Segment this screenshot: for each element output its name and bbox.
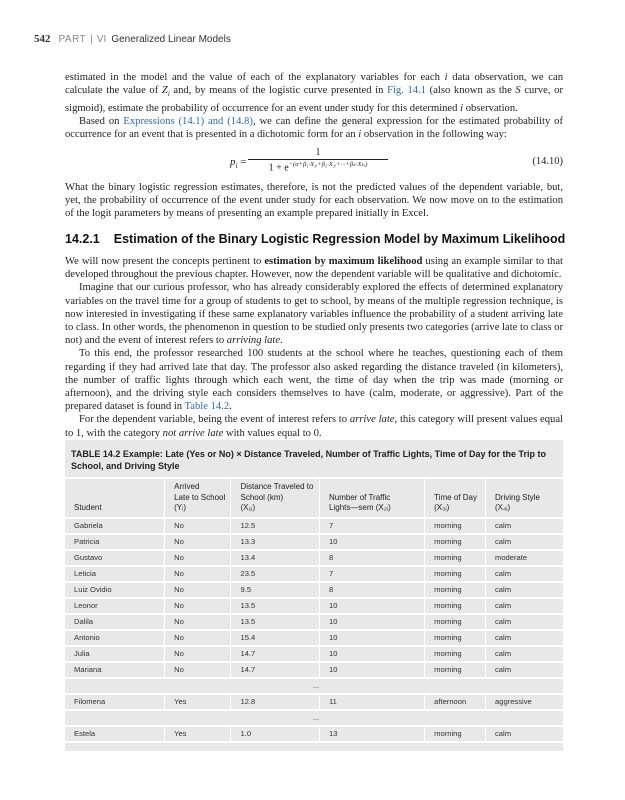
table-row	[65, 614, 563, 630]
table-cell: 8	[320, 550, 425, 566]
table-row	[65, 726, 563, 742]
table-cell: calm	[486, 726, 564, 742]
table-cell: Julia	[65, 646, 165, 662]
column-header: Time of Day (X₃ᵢ)	[425, 479, 486, 518]
table-cell: morning	[425, 598, 486, 614]
table-cell: Leticia	[65, 566, 165, 582]
table-cell: morning	[425, 726, 486, 742]
table-cell: Luiz Ovidio	[65, 582, 165, 598]
table-cell: Leonor	[65, 598, 165, 614]
table-cell: calm	[486, 534, 564, 550]
table-cell: 10	[320, 598, 425, 614]
table-cell: 10	[320, 662, 425, 678]
table-cell: morning	[425, 614, 486, 630]
table-cell: calm	[486, 614, 564, 630]
table-cell: morning	[425, 534, 486, 550]
paragraph: estimated in the model and the value of each of the explanatory variables for each i data observation, we can calculate the value of $Z_i$ and, by means of the logistic curve presented in Fig. 14.1 (also known as the S curve, or sigmoid), estimate the probability of occurrence for an event under study for this determined i observation.	[65, 72, 563, 114]
ellipsis-row: ...	[65, 678, 563, 694]
table-row	[65, 630, 563, 646]
table-cell: 10	[320, 630, 425, 646]
table-cell: aggressive	[486, 694, 564, 710]
table-cell: No	[165, 518, 231, 534]
table-cell: 7	[320, 566, 425, 582]
table-cell: afternoon	[425, 694, 486, 710]
table-cell: 12.8	[231, 694, 320, 710]
table-cell: Patricia	[65, 534, 165, 550]
table-cell: No	[165, 598, 231, 614]
table-cell: Estela	[65, 726, 165, 742]
ellipsis-row: ...	[65, 710, 563, 726]
table-cell: 13.4	[231, 550, 320, 566]
running-header: 542 PART | VI Generalized Linear Models	[34, 33, 231, 45]
fig-link[interactable]: Fig. 14.1	[387, 85, 427, 97]
data-table	[65, 440, 563, 751]
table-cell: moderate	[486, 550, 564, 566]
table-cell: morning	[425, 662, 486, 678]
table-cell: Mariana	[65, 662, 165, 678]
paragraph: For the dependent variable, being the event of interest refers to arrive late, this category will present values equal to 1, with the category not arrive late with values equal to 0.	[65, 414, 563, 439]
table-cell: 13	[320, 726, 425, 742]
table-cell: morning	[425, 646, 486, 662]
table-row	[65, 646, 563, 662]
paragraph: What the binary logistic regression estimates, therefore, is not the predicted values of the dependent variable, but, yet, the probability of occurrence of the event under study for each observation. We now move on to the estimation of the logit parameters by means of presenting an example prepared initially in Excel.	[65, 182, 563, 220]
section-text	[65, 255, 563, 440]
table-cell: morning	[425, 582, 486, 598]
table-cell: No	[165, 550, 231, 566]
table-cell: 23.5	[231, 566, 320, 582]
table-cell: calm	[486, 630, 564, 646]
table-cell: 12.5	[231, 518, 320, 534]
table-cell: Antonio	[65, 630, 165, 646]
chapter-title: Generalized Linear Models	[111, 34, 231, 45]
table-cell: 15.4	[231, 630, 320, 646]
table-cell: 13.5	[231, 614, 320, 630]
table-cell: Yes	[165, 694, 231, 710]
paragraph: To this end, the professor researched 100 students at the school where he teaches, questioning each of them regarding if they had arrived late that day. The professor also asked regarding the distance traveled (in kilometers), the number of traffic lights through which each went, the time of day when the trip was made (morning or afternoon), and the driving style each considers themselves to have (calm, moderate, or aggressive). Part of the prepared dataset is found in Table 14.2.	[65, 348, 563, 413]
paragraph: We will now present the concepts pertinent to estimation by maximum likelihood using an example similar to that developed throughout the previous chapter. However, now the dependent variable will be qualitative and dichotomic.	[65, 256, 563, 281]
table-row	[65, 662, 563, 678]
table-cell: No	[165, 582, 231, 598]
table-cell: calm	[486, 566, 564, 582]
table-cell: calm	[486, 582, 564, 598]
table-cell: morning	[425, 566, 486, 582]
table-link[interactable]: Table 14.2	[184, 401, 230, 413]
intro-text	[65, 71, 563, 141]
table-row	[65, 582, 563, 598]
table-cell: morning	[425, 550, 486, 566]
column-header: Distance Traveled to School (km) (X₁ᵢ)	[231, 479, 320, 518]
column-header: Student	[65, 479, 165, 518]
table-cell: 10	[320, 534, 425, 550]
table-row	[65, 566, 563, 582]
table-row	[65, 694, 563, 710]
table-cell: calm	[486, 598, 564, 614]
table-cell: 9.5	[231, 582, 320, 598]
table-cell: 14.7	[231, 646, 320, 662]
paragraph: Based on Expressions (14.1) and (14.8), we can define the general expression for the estimated probability of occurrence for an event that is presented in a dichotomic form for an i observation in the following way:	[65, 115, 564, 140]
table-cell: Gabriela	[65, 518, 165, 534]
table-cell: calm	[486, 518, 564, 534]
table-cell: calm	[486, 662, 564, 678]
column-header: Number of Traffic Lights—sem (X₂ᵢ)	[320, 479, 425, 518]
column-header: Driving Style (X₄ᵢ)	[486, 479, 564, 518]
page-number: 542	[34, 33, 51, 45]
table-cell: calm	[486, 646, 564, 662]
table-cell: Yes	[165, 726, 231, 742]
table-cell: morning	[425, 630, 486, 646]
table-cell: No	[165, 630, 231, 646]
table-row	[65, 518, 563, 534]
equation-14-10: $p_i$ = 1 $1 + e^{-(\alpha+\beta_1\cdot X_1ᵢ+\beta_2\cdot X_2ᵢ+\cdot\cdot\cdot+\beta_k\cdot X_kᵢ)}$ (14.10)	[230, 147, 563, 174]
table-cell: morning	[425, 518, 486, 534]
equation-number: (14.10)	[532, 156, 563, 167]
column-header: Arrived Late to School (Yᵢ)	[165, 479, 231, 518]
table-cell: 13.5	[231, 598, 320, 614]
table-row	[65, 550, 563, 566]
table-cell: 10	[320, 646, 425, 662]
table-title: TABLE 14.2 Example: Late (Yes or No) × Distance Traveled, Number of Traffic Lights, Time of Day for the Trip to School, and Driving Style	[65, 440, 563, 479]
table-cell: Gustavo	[65, 550, 165, 566]
part-number: VI	[96, 34, 107, 45]
table-cell: No	[165, 534, 231, 550]
table-cell: 1.0	[231, 726, 320, 742]
table-row	[65, 598, 563, 614]
paragraph: Imagine that our curious professor, who has already considerably explored the effects of determined explanatory variables on the travel time for a group of students to get to school, by means of the multiple regression technique, is now interested in investigating if these same explanatory variables influence the probability of a student arriving late to class. In other words, the phenomenon in question to be studied only presents two categories (arrive late to class or not) and the event of interest refers to arriving late.	[65, 282, 563, 347]
section-heading: 14.2.1 Estimation of the Binary Logistic Regression Model by Maximum Likelihood	[65, 232, 566, 246]
table-cell: 14.7	[231, 662, 320, 678]
table-cell: No	[165, 662, 231, 678]
table-cell: No	[165, 614, 231, 630]
table-row	[65, 534, 563, 550]
part-label: PART	[58, 34, 87, 45]
table-cell: 8	[320, 582, 425, 598]
table-cell: Dalila	[65, 614, 165, 630]
table-cell: 11	[320, 694, 425, 710]
table-cell: No	[165, 566, 231, 582]
table-cell: 7	[320, 518, 425, 534]
expressions-link[interactable]: Expressions (14.1) and (14.8)	[123, 115, 253, 127]
table-cell: 10	[320, 614, 425, 630]
table-cell: 13.3	[231, 534, 320, 550]
table-cell: Filomena	[65, 694, 165, 710]
table-cell: No	[165, 646, 231, 662]
